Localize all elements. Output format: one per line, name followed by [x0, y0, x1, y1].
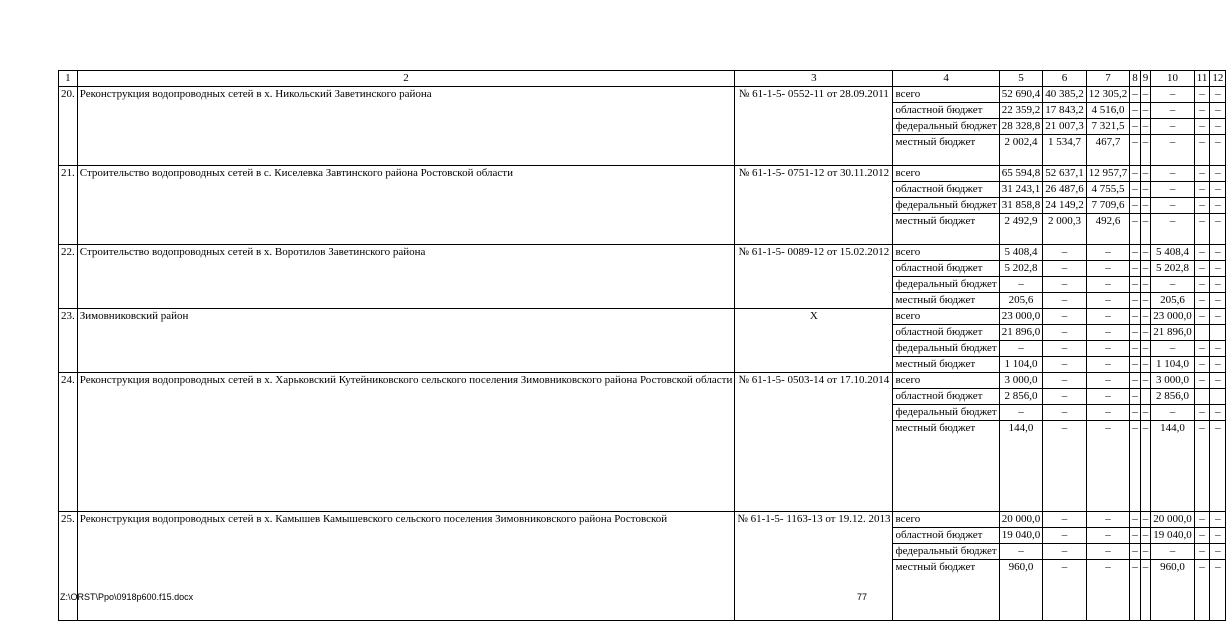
- value-cell: –: [1043, 341, 1087, 357]
- funding-source: областной бюджет: [893, 261, 999, 277]
- value-cell: –: [1140, 309, 1151, 325]
- value-cell: –: [1130, 182, 1141, 198]
- document-ref: № 61-1-5- 0503-14 от 17.10.2014: [735, 373, 893, 512]
- value-cell: –: [1194, 560, 1210, 621]
- value-cell: –: [1140, 245, 1151, 261]
- value-cell: –: [1151, 341, 1195, 357]
- funding-source: областной бюджет: [893, 325, 999, 341]
- value-cell: 5 408,4: [999, 245, 1043, 261]
- value-cell: [1194, 325, 1210, 341]
- value-cell: –: [1086, 544, 1130, 560]
- value-cell: 22 359,2: [999, 103, 1043, 119]
- value-cell: 12 305,2: [1086, 87, 1130, 103]
- value-cell: –: [1043, 560, 1087, 621]
- value-cell: –: [1130, 87, 1141, 103]
- value-cell: –: [1194, 245, 1210, 261]
- funding-source: всего: [893, 166, 999, 182]
- file-path: Z:\ORST\Ppo\0918p600.f15.docx: [60, 592, 194, 602]
- value-cell: –: [1194, 198, 1210, 214]
- funding-source: всего: [893, 87, 999, 103]
- value-cell: –: [1086, 261, 1130, 277]
- row-number: 22.: [59, 245, 78, 309]
- value-cell: 40 385,2: [1043, 87, 1087, 103]
- value-cell: –: [1130, 135, 1141, 166]
- value-cell: 2 856,0: [1151, 389, 1195, 405]
- value-cell: 21 896,0: [1151, 325, 1195, 341]
- value-cell: –: [1140, 182, 1151, 198]
- value-cell: [1210, 325, 1226, 341]
- value-cell: 2 492,9: [999, 214, 1043, 245]
- value-cell: –: [1130, 119, 1141, 135]
- value-cell: –: [1194, 528, 1210, 544]
- funding-source: федеральный бюджет: [893, 341, 999, 357]
- value-cell: 2 002,4: [999, 135, 1043, 166]
- value-cell: –: [1140, 544, 1151, 560]
- value-cell: 1 104,0: [1151, 357, 1195, 373]
- object-name: Строительство водопроводных сетей в с. Киселевка Завтинского района Ростовской области: [77, 166, 735, 245]
- value-cell: 4 755,5: [1086, 182, 1130, 198]
- value-cell: –: [1130, 528, 1141, 544]
- value-cell: –: [1130, 198, 1141, 214]
- document-ref: № 61-1-5- 0751-12 от 30.11.2012: [735, 166, 893, 245]
- value-cell: –: [1043, 405, 1087, 421]
- table-row: [59, 245, 1226, 261]
- value-cell: 21 896,0: [999, 325, 1043, 341]
- value-cell: 3 000,0: [1151, 373, 1195, 389]
- value-cell: –: [1043, 293, 1087, 309]
- value-cell: 467,7: [1086, 135, 1130, 166]
- row-number: 23.: [59, 309, 78, 373]
- value-cell: –: [1140, 135, 1151, 166]
- value-cell: –: [1194, 544, 1210, 560]
- funding-source: всего: [893, 373, 999, 389]
- value-cell: –: [1086, 373, 1130, 389]
- funding-source: федеральный бюджет: [893, 277, 999, 293]
- value-cell: 205,6: [999, 293, 1043, 309]
- value-cell: 23 000,0: [1151, 309, 1195, 325]
- funding-source: местный бюджет: [893, 421, 999, 512]
- value-cell: –: [1130, 166, 1141, 182]
- value-cell: –: [1151, 214, 1195, 245]
- object-name: Зимовниковский район: [77, 309, 735, 373]
- value-cell: –: [1140, 277, 1151, 293]
- value-cell: –: [1130, 341, 1141, 357]
- value-cell: 205,6: [1151, 293, 1195, 309]
- value-cell: –: [999, 277, 1043, 293]
- table-row: [59, 87, 1226, 103]
- row-number: 20.: [59, 87, 78, 166]
- value-cell: 12 957,7: [1086, 166, 1130, 182]
- value-cell: 4 516,0: [1086, 103, 1130, 119]
- value-cell: 52 690,4: [999, 87, 1043, 103]
- value-cell: –: [1043, 421, 1087, 512]
- funding-source: всего: [893, 512, 999, 528]
- value-cell: –: [1043, 373, 1087, 389]
- value-cell: –: [1043, 277, 1087, 293]
- value-cell: –: [1151, 198, 1195, 214]
- value-cell: –: [1210, 405, 1226, 421]
- value-cell: –: [1210, 341, 1226, 357]
- table-row: [59, 309, 1226, 325]
- value-cell: –: [1194, 277, 1210, 293]
- value-cell: 19 040,0: [999, 528, 1043, 544]
- value-cell: –: [1130, 245, 1141, 261]
- funding-source: областной бюджет: [893, 182, 999, 198]
- value-cell: –: [1210, 214, 1226, 245]
- value-cell: –: [1130, 512, 1141, 528]
- value-cell: –: [1130, 293, 1141, 309]
- header-cell: 9: [1140, 71, 1151, 87]
- value-cell: 52 637,1: [1043, 166, 1087, 182]
- row-number: 25.: [59, 512, 78, 621]
- value-cell: 7 709,6: [1086, 198, 1130, 214]
- value-cell: –: [999, 405, 1043, 421]
- value-cell: –: [1151, 182, 1195, 198]
- table-row: [59, 166, 1226, 182]
- object-name: Строительство водопроводных сетей в х. Воротилов Заветинского района: [77, 245, 735, 309]
- value-cell: 5 408,4: [1151, 245, 1195, 261]
- value-cell: 20 000,0: [1151, 512, 1195, 528]
- value-cell: –: [1130, 560, 1141, 621]
- funding-source: местный бюджет: [893, 135, 999, 166]
- value-cell: –: [1043, 309, 1087, 325]
- value-cell: –: [1140, 512, 1151, 528]
- value-cell: [1194, 389, 1210, 405]
- funding-source: всего: [893, 309, 999, 325]
- row-number: 21.: [59, 166, 78, 245]
- header-cell: 6: [1043, 71, 1087, 87]
- header-cell: 7: [1086, 71, 1130, 87]
- value-cell: –: [1043, 512, 1087, 528]
- funding-source: местный бюджет: [893, 560, 999, 621]
- value-cell: –: [1130, 544, 1141, 560]
- value-cell: –: [1210, 135, 1226, 166]
- value-cell: 960,0: [999, 560, 1043, 621]
- table-row: [59, 373, 1226, 389]
- value-cell: 21 007,3: [1043, 119, 1087, 135]
- value-cell: –: [1130, 405, 1141, 421]
- value-cell: –: [1210, 119, 1226, 135]
- value-cell: –: [1130, 277, 1141, 293]
- value-cell: –: [1130, 389, 1141, 405]
- object-name: Реконструкция водопроводных сетей в х. Камышев Камышевского сельского поселения Зимовниковского района Ростовской: [77, 512, 735, 621]
- value-cell: –: [1194, 214, 1210, 245]
- value-cell: –: [1086, 309, 1130, 325]
- value-cell: –: [1130, 421, 1141, 512]
- value-cell: –: [1210, 421, 1226, 512]
- value-cell: –: [1210, 87, 1226, 103]
- value-cell: –: [1194, 166, 1210, 182]
- value-cell: –: [1086, 528, 1130, 544]
- funding-source: областной бюджет: [893, 389, 999, 405]
- value-cell: 1 534,7: [1043, 135, 1087, 166]
- funding-source: местный бюджет: [893, 214, 999, 245]
- value-cell: –: [1086, 560, 1130, 621]
- value-cell: –: [1151, 277, 1195, 293]
- funding-source: местный бюджет: [893, 293, 999, 309]
- object-name: Реконструкция водопроводных сетей в х. Никольский Заветинского района: [77, 87, 735, 166]
- value-cell: –: [1140, 214, 1151, 245]
- table-row: [59, 512, 1226, 528]
- header-cell: 12: [1210, 71, 1226, 87]
- value-cell: 144,0: [1151, 421, 1195, 512]
- value-cell: –: [1194, 119, 1210, 135]
- value-cell: 26 487,6: [1043, 182, 1087, 198]
- value-cell: –: [1086, 405, 1130, 421]
- funding-source: областной бюджет: [893, 103, 999, 119]
- value-cell: –: [1194, 261, 1210, 277]
- value-cell: –: [1130, 373, 1141, 389]
- value-cell: 960,0: [1151, 560, 1195, 621]
- value-cell: 7 321,5: [1086, 119, 1130, 135]
- value-cell: –: [1194, 373, 1210, 389]
- value-cell: –: [1210, 528, 1226, 544]
- value-cell: –: [1140, 528, 1151, 544]
- value-cell: 28 328,8: [999, 119, 1043, 135]
- header-cell: 5: [999, 71, 1043, 87]
- value-cell: –: [1140, 560, 1151, 621]
- value-cell: –: [1140, 166, 1151, 182]
- value-cell: –: [1210, 166, 1226, 182]
- value-cell: –: [1043, 544, 1087, 560]
- value-cell: 3 000,0: [999, 373, 1043, 389]
- funding-source: федеральный бюджет: [893, 405, 999, 421]
- value-cell: 31 243,1: [999, 182, 1043, 198]
- value-cell: –: [1210, 544, 1226, 560]
- value-cell: –: [1140, 421, 1151, 512]
- value-cell: –: [1210, 512, 1226, 528]
- value-cell: –: [1194, 103, 1210, 119]
- value-cell: 144,0: [999, 421, 1043, 512]
- value-cell: –: [1140, 405, 1151, 421]
- value-cell: 2 856,0: [999, 389, 1043, 405]
- header-cell: 2: [77, 71, 735, 87]
- value-cell: –: [1086, 293, 1130, 309]
- value-cell: –: [1086, 341, 1130, 357]
- document-ref: Х: [735, 309, 893, 373]
- value-cell: 65 594,8: [999, 166, 1043, 182]
- funding-source: областной бюджет: [893, 528, 999, 544]
- value-cell: –: [1043, 325, 1087, 341]
- value-cell: –: [1086, 245, 1130, 261]
- value-cell: –: [1210, 277, 1226, 293]
- funding-source: федеральный бюджет: [893, 544, 999, 560]
- value-cell: 5 202,8: [1151, 261, 1195, 277]
- value-cell: 31 858,8: [999, 198, 1043, 214]
- row-number: 24.: [59, 373, 78, 512]
- value-cell: –: [1194, 357, 1210, 373]
- value-cell: –: [1043, 389, 1087, 405]
- value-cell: –: [1210, 293, 1226, 309]
- object-name: Реконструкция водопроводных сетей в х. Харьковский Кутейниковского сельского поселения Зимовниковского района Ростовской области: [77, 373, 735, 512]
- value-cell: –: [1130, 325, 1141, 341]
- value-cell: –: [1140, 293, 1151, 309]
- value-cell: –: [1194, 87, 1210, 103]
- value-cell: –: [1140, 87, 1151, 103]
- value-cell: –: [1210, 198, 1226, 214]
- value-cell: [1140, 389, 1151, 405]
- header-cell: 1: [59, 71, 78, 87]
- header-cell: 3: [735, 71, 893, 87]
- value-cell: –: [1086, 325, 1130, 341]
- value-cell: –: [999, 341, 1043, 357]
- document-ref: № 61-1-5- 0089-12 от 15.02.2012: [735, 245, 893, 309]
- value-cell: –: [1130, 103, 1141, 119]
- funding-source: федеральный бюджет: [893, 198, 999, 214]
- value-cell: –: [1151, 135, 1195, 166]
- header-cell: 8: [1130, 71, 1141, 87]
- value-cell: 23 000,0: [999, 309, 1043, 325]
- value-cell: –: [1210, 261, 1226, 277]
- value-cell: –: [1210, 182, 1226, 198]
- value-cell: –: [1194, 182, 1210, 198]
- value-cell: –: [1194, 341, 1210, 357]
- value-cell: –: [1086, 357, 1130, 373]
- value-cell: 17 843,2: [1043, 103, 1087, 119]
- value-cell: –: [1140, 325, 1151, 341]
- funding-source: местный бюджет: [893, 357, 999, 373]
- value-cell: 19 040,0: [1151, 528, 1195, 544]
- value-cell: –: [1130, 214, 1141, 245]
- value-cell: 20 000,0: [999, 512, 1043, 528]
- value-cell: –: [1210, 103, 1226, 119]
- value-cell: –: [1151, 405, 1195, 421]
- budget-table: [58, 70, 1226, 621]
- value-cell: –: [1140, 103, 1151, 119]
- value-cell: –: [1210, 373, 1226, 389]
- value-cell: 1 104,0: [999, 357, 1043, 373]
- value-cell: –: [1130, 261, 1141, 277]
- header-cell: 4: [893, 71, 999, 87]
- header-cell: 10: [1151, 71, 1195, 87]
- value-cell: –: [1194, 309, 1210, 325]
- value-cell: –: [1140, 357, 1151, 373]
- value-cell: [1210, 389, 1226, 405]
- value-cell: –: [1140, 261, 1151, 277]
- value-cell: –: [1086, 277, 1130, 293]
- value-cell: –: [1043, 357, 1087, 373]
- header-row: [59, 71, 1226, 87]
- value-cell: –: [1086, 389, 1130, 405]
- value-cell: –: [1151, 119, 1195, 135]
- value-cell: –: [1151, 544, 1195, 560]
- value-cell: –: [1151, 166, 1195, 182]
- value-cell: –: [1194, 405, 1210, 421]
- value-cell: 492,6: [1086, 214, 1130, 245]
- value-cell: –: [1043, 245, 1087, 261]
- value-cell: 2 000,3: [1043, 214, 1087, 245]
- value-cell: –: [1086, 421, 1130, 512]
- value-cell: –: [1151, 103, 1195, 119]
- value-cell: –: [1210, 357, 1226, 373]
- value-cell: –: [1210, 309, 1226, 325]
- page-number: 77: [856, 592, 867, 602]
- value-cell: –: [1194, 135, 1210, 166]
- value-cell: –: [1151, 87, 1195, 103]
- value-cell: 24 149,2: [1043, 198, 1087, 214]
- funding-source: федеральный бюджет: [893, 119, 999, 135]
- value-cell: –: [1194, 512, 1210, 528]
- value-cell: –: [1043, 528, 1087, 544]
- value-cell: –: [1130, 357, 1141, 373]
- value-cell: –: [1140, 341, 1151, 357]
- value-cell: 5 202,8: [999, 261, 1043, 277]
- value-cell: –: [1130, 309, 1141, 325]
- value-cell: –: [1210, 245, 1226, 261]
- funding-source: всего: [893, 245, 999, 261]
- value-cell: –: [1194, 293, 1210, 309]
- value-cell: –: [1140, 373, 1151, 389]
- document-ref: № 61-1-5- 1163-13 от 19.12. 2013: [735, 512, 893, 621]
- value-cell: –: [1140, 198, 1151, 214]
- value-cell: –: [1140, 119, 1151, 135]
- value-cell: –: [999, 544, 1043, 560]
- value-cell: –: [1086, 512, 1130, 528]
- value-cell: –: [1043, 261, 1087, 277]
- value-cell: –: [1194, 421, 1210, 512]
- header-cell: 11: [1194, 71, 1210, 87]
- document-ref: № 61-1-5- 0552-11 от 28.09.2011: [735, 87, 893, 166]
- value-cell: –: [1210, 560, 1226, 621]
